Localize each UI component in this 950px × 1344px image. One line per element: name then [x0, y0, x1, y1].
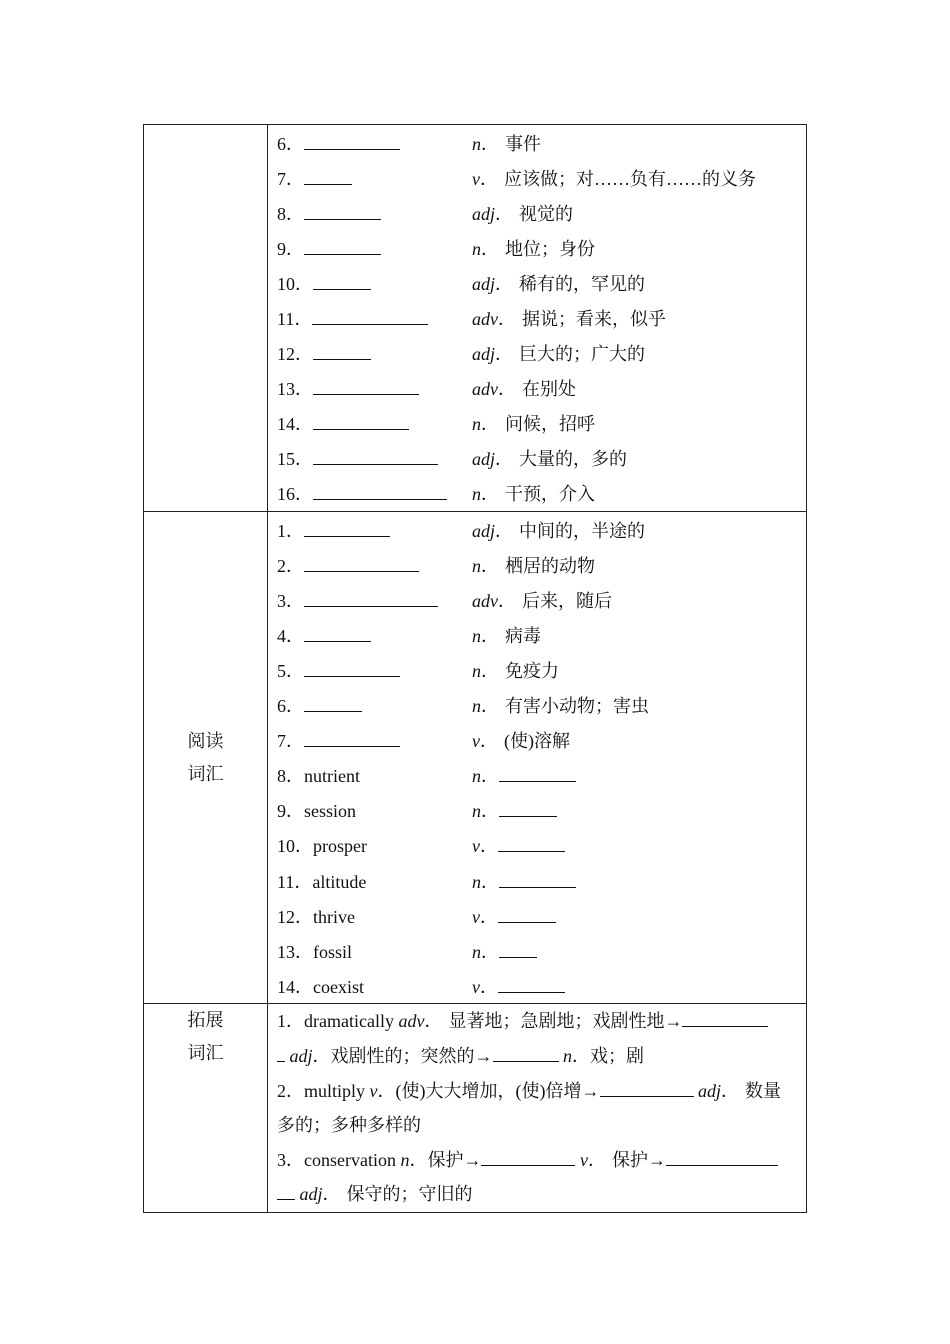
answer-blank[interactable] — [304, 697, 362, 712]
item-number: 4． — [277, 625, 304, 646]
item-number: 14． — [277, 414, 313, 435]
answer-blank[interactable] — [498, 908, 556, 923]
item-number: 5． — [277, 660, 304, 681]
item-number: 1． — [277, 520, 304, 541]
item-number: 16． — [277, 484, 313, 505]
answer-blank[interactable] — [277, 1185, 295, 1200]
section-reading-vocabulary — [144, 512, 806, 1004]
meaning: 保护 — [427, 1149, 464, 1170]
answer-blank[interactable] — [600, 1082, 694, 1097]
part-of-speech: adj — [472, 203, 496, 224]
vocab-row — [277, 371, 806, 406]
item-number: 9． — [277, 238, 304, 259]
vocab-meaning-cell — [472, 832, 565, 858]
vocab-row — [277, 265, 806, 300]
vocab-meaning-cell — [472, 938, 537, 964]
pos-dot: ． — [481, 133, 499, 154]
vocab-word-cell — [277, 973, 472, 999]
vocab-row — [277, 863, 806, 898]
meaning: 病毒 — [505, 625, 541, 646]
part-of-speech: v — [579, 1149, 588, 1170]
headword: multiply — [304, 1080, 366, 1101]
vocabulary-table — [143, 124, 807, 1213]
vocab-meaning-cell — [472, 200, 573, 226]
part-of-speech: v — [472, 906, 480, 927]
section-label — [144, 1004, 268, 1212]
item-number: 8． — [277, 203, 304, 224]
item-number: 11． — [277, 309, 313, 330]
pos-dot: ． — [481, 414, 499, 435]
vocab-row — [277, 336, 806, 371]
part-of-speech: n — [472, 941, 481, 962]
vocab-meaning-cell — [472, 797, 557, 823]
headword: thrive — [313, 906, 355, 927]
headword: conservation — [304, 1149, 396, 1170]
answer-blank[interactable] — [313, 485, 447, 500]
answer-blank[interactable] — [304, 240, 381, 255]
item-number: 8． — [277, 766, 304, 787]
answer-blank[interactable] — [682, 1012, 768, 1027]
answer-blank[interactable] — [313, 450, 438, 465]
pos-dot: ． — [480, 906, 498, 927]
part-of-speech: adv — [472, 590, 498, 611]
vocab-row — [277, 195, 806, 230]
meaning: 应该做；对……负有……的义务 — [504, 168, 756, 189]
pos-dot: ． — [481, 941, 499, 962]
meaning: 数量多的；多种多样的 — [277, 1080, 782, 1136]
vocab-meaning-cell — [472, 587, 612, 613]
vocab-word-cell — [277, 552, 472, 578]
headword: prosper — [313, 836, 367, 857]
part-of-speech: adj — [472, 449, 496, 470]
answer-blank[interactable] — [499, 802, 557, 817]
pos-dot: ． — [481, 238, 499, 259]
answer-blank[interactable] — [304, 135, 400, 150]
part-of-speech: adv — [472, 309, 498, 330]
pos-dot: ． — [480, 976, 498, 997]
part-of-speech: n — [472, 660, 481, 681]
vocab-meaning-cell — [472, 657, 559, 683]
item-number: 13． — [277, 379, 313, 400]
vocab-meaning-cell — [472, 410, 595, 436]
part-of-speech: v — [472, 168, 480, 189]
meaning: 大量的，多的 — [519, 449, 628, 470]
meaning: 据说；看来，似乎 — [522, 309, 666, 330]
pos-dot: ． — [495, 449, 514, 470]
item-number: 15． — [277, 449, 313, 470]
pos-dot: ． — [480, 836, 498, 857]
answer-blank[interactable] — [499, 873, 576, 888]
vocab-meaning-cell — [472, 727, 570, 753]
vocab-meaning-cell — [472, 622, 541, 648]
answer-blank[interactable] — [304, 627, 371, 642]
part-of-speech: adv — [472, 379, 498, 400]
vocab-word-cell — [277, 445, 472, 471]
part-of-speech: n — [472, 238, 481, 259]
vocab-meaning-cell — [472, 270, 645, 296]
pos-dot: ． — [495, 203, 514, 224]
extended-item-1: 1．dramatically adv． 显著地；急剧地；戏剧性地→ adj．戏剧性的；突然的→ n．戏；剧 — [277, 1004, 798, 1073]
pos-dot: ． — [481, 625, 499, 646]
pos-dot: ． — [481, 696, 499, 717]
pos-dot: ． — [481, 801, 499, 822]
vocab-meaning-cell — [472, 235, 595, 261]
part-of-speech: v — [472, 836, 480, 857]
vocab-word-cell — [277, 305, 472, 331]
vocab-word-cell — [277, 410, 472, 436]
meaning: (使)溶解 — [504, 731, 570, 752]
item-number: 2． — [277, 555, 304, 576]
vocab-row — [277, 968, 806, 1003]
part-of-speech: n — [472, 133, 481, 154]
meaning: 后来，随后 — [522, 590, 612, 611]
part-of-speech: adj — [698, 1080, 722, 1101]
item-number: 6． — [277, 696, 304, 717]
vocab-row — [277, 230, 806, 265]
meaning: 巨大的；广大的 — [519, 344, 646, 365]
section-body — [268, 1004, 806, 1212]
vocab-row — [277, 512, 806, 547]
vocab-row — [277, 547, 806, 582]
part-of-speech: adj — [289, 1045, 313, 1066]
section-label-empty — [144, 125, 268, 511]
answer-blank[interactable] — [312, 310, 427, 325]
meaning: 有害小动物；害虫 — [505, 696, 649, 717]
meaning: (使)大大增加，(使)倍增 — [395, 1080, 582, 1101]
meaning: 在别处 — [522, 379, 576, 400]
vocab-row — [277, 160, 806, 195]
headword: nutrient — [304, 766, 360, 787]
part-of-speech: adj — [472, 520, 496, 541]
part-of-speech: n — [472, 696, 481, 717]
part-of-speech: n — [472, 766, 481, 787]
vocab-row — [277, 723, 806, 758]
headword: altitude — [312, 871, 367, 892]
answer-blank[interactable] — [277, 1047, 285, 1062]
part-of-speech: n — [563, 1045, 573, 1066]
headword: coexist — [313, 976, 364, 997]
vocab-word-cell — [277, 517, 472, 543]
part-of-speech: n — [472, 801, 481, 822]
answer-blank[interactable] — [313, 345, 371, 360]
vocab-row — [277, 300, 806, 335]
section-label-line2: 词汇 — [187, 763, 224, 785]
meaning: 地位；身份 — [505, 238, 595, 259]
section-label-line2: 词汇 — [187, 1043, 224, 1065]
answer-blank[interactable] — [304, 170, 352, 185]
vocab-meaning-cell — [472, 692, 649, 718]
answer-blank[interactable] — [304, 662, 400, 677]
item-number: 6． — [277, 133, 304, 154]
vocab-meaning-cell — [472, 445, 627, 471]
item-number: 10． — [277, 273, 313, 294]
section-continued — [144, 125, 806, 512]
answer-blank[interactable] — [304, 732, 400, 747]
vocab-meaning-cell — [472, 868, 576, 894]
meaning: 显著地；急剧地；戏剧性地 — [448, 1011, 665, 1032]
answer-blank[interactable] — [498, 837, 565, 852]
part-of-speech: n — [472, 484, 481, 505]
headword: dramatically — [304, 1011, 394, 1032]
meaning: 稀有的，罕见的 — [519, 273, 646, 294]
vocab-meaning-cell — [472, 762, 576, 788]
meaning: 中间的，半途的 — [519, 520, 646, 541]
vocab-word-cell — [277, 868, 472, 894]
vocab-row — [277, 476, 806, 511]
answer-blank[interactable] — [493, 1047, 559, 1062]
vocab-row — [277, 125, 806, 160]
meaning: 事件 — [505, 133, 541, 154]
part-of-speech: n — [472, 625, 481, 646]
vocab-word-cell — [277, 692, 472, 718]
pos-dot: ． — [495, 273, 514, 294]
answer-blank[interactable] — [304, 557, 419, 572]
vocab-word-cell — [277, 235, 472, 261]
pos-dot: ． — [480, 731, 498, 752]
vocab-word-cell — [277, 622, 472, 648]
meaning: 免疫力 — [505, 660, 559, 681]
vocab-word-cell — [277, 762, 472, 788]
pos-dot: ． — [495, 520, 514, 541]
meaning: 保守的；守旧的 — [346, 1184, 473, 1205]
extended-item-2: 2．multiply v．(使)大大增加，(使)倍增→ adj． 数量多的；多种多样的 — [277, 1080, 782, 1136]
vocab-meaning-cell — [472, 517, 645, 543]
vocab-word-cell — [277, 832, 472, 858]
pos-dot: ． — [481, 555, 499, 576]
answer-blank[interactable] — [499, 767, 576, 782]
vocab-word-cell — [277, 165, 472, 191]
section-label-line1: 阅读 — [187, 730, 224, 752]
answer-blank[interactable] — [304, 592, 438, 607]
part-of-speech: n — [472, 871, 481, 892]
meaning: 戏剧性的；突然的 — [330, 1045, 475, 1066]
item-number: 3． — [277, 590, 304, 611]
meaning: 问候，招呼 — [505, 414, 595, 435]
section-body — [268, 512, 806, 1003]
vocab-meaning-cell — [472, 903, 556, 929]
vocab-word-cell — [277, 375, 472, 401]
pos-dot: ． — [481, 660, 499, 681]
part-of-speech: v — [369, 1080, 378, 1101]
section-label — [144, 512, 268, 1003]
pos-dot: ． — [495, 344, 514, 365]
pos-dot: ． — [498, 379, 516, 400]
meaning: 栖居的动物 — [505, 555, 595, 576]
pos-dot: ． — [481, 766, 499, 787]
vocab-word-cell — [277, 270, 472, 296]
part-of-speech: adj — [299, 1184, 323, 1205]
vocab-meaning-cell — [472, 305, 666, 331]
vocab-row — [277, 828, 806, 863]
vocab-word-cell — [277, 200, 472, 226]
item-number: 13． — [277, 941, 313, 962]
item-number: 10． — [277, 836, 313, 857]
vocab-word-cell — [277, 657, 472, 683]
vocab-word-cell — [277, 587, 472, 613]
section-extended-vocabulary — [144, 1004, 806, 1212]
answer-blank[interactable] — [499, 943, 537, 958]
vocab-meaning-cell — [472, 480, 595, 506]
section-body — [268, 125, 806, 511]
item-number: 12． — [277, 344, 313, 365]
answer-blank[interactable] — [481, 1151, 575, 1166]
pos-dot: ． — [498, 309, 516, 330]
item-number: 14． — [277, 976, 313, 997]
vocab-row — [277, 582, 806, 617]
meaning: 干预，介入 — [505, 484, 595, 505]
vocab-row — [277, 617, 806, 652]
meaning: 视觉的 — [519, 203, 574, 224]
answer-blank[interactable] — [313, 415, 409, 430]
part-of-speech: adv — [398, 1011, 425, 1032]
vocab-word-cell — [277, 903, 472, 929]
extended-item-3: 3．conservation n．保护→ v． 保护→ adj． 保守的；守旧的 — [277, 1143, 798, 1212]
answer-blank[interactable] — [498, 978, 565, 993]
item-number: 7． — [277, 168, 304, 189]
answer-blank[interactable] — [666, 1151, 778, 1166]
headword: session — [304, 801, 357, 822]
vocab-row — [277, 933, 806, 968]
vocab-meaning-cell — [472, 375, 576, 401]
vocab-row — [277, 688, 806, 723]
part-of-speech: v — [472, 976, 480, 997]
vocab-meaning-cell — [472, 973, 565, 999]
vocab-word-cell — [277, 797, 472, 823]
headword: fossil — [313, 941, 353, 962]
section-label-line1: 拓展 — [187, 1010, 224, 1032]
pos-dot: ． — [481, 484, 499, 505]
answer-blank[interactable] — [304, 205, 381, 220]
vocab-row — [277, 652, 806, 687]
part-of-speech: n — [472, 555, 481, 576]
vocab-row — [277, 898, 806, 933]
pos-dot: ． — [481, 871, 499, 892]
pos-dot: ． — [480, 168, 498, 189]
part-of-speech: v — [472, 731, 480, 752]
pos-dot: ． — [498, 590, 516, 611]
answer-blank[interactable] — [304, 522, 390, 537]
vocab-word-cell — [277, 727, 472, 753]
vocab-row — [277, 406, 806, 441]
part-of-speech: adj — [472, 344, 496, 365]
item-number: 11． — [277, 871, 313, 892]
vocab-row — [277, 793, 806, 828]
part-of-speech: n — [472, 414, 481, 435]
vocab-word-cell — [277, 938, 472, 964]
answer-blank[interactable] — [313, 380, 419, 395]
vocab-word-cell — [277, 130, 472, 156]
vocab-word-cell — [277, 340, 472, 366]
meaning: 保护 — [611, 1149, 648, 1170]
vocab-row — [277, 758, 806, 793]
vocab-meaning-cell — [472, 552, 595, 578]
item-number: 12． — [277, 906, 313, 927]
part-of-speech: n — [400, 1149, 410, 1170]
meaning: 戏；剧 — [590, 1045, 645, 1066]
part-of-speech: adj — [472, 273, 496, 294]
answer-blank[interactable] — [313, 275, 371, 290]
vocab-word-cell — [277, 480, 472, 506]
item-number: 9． — [277, 801, 304, 822]
vocab-meaning-cell — [472, 165, 756, 191]
item-number: 7． — [277, 731, 304, 752]
vocab-meaning-cell — [472, 340, 645, 366]
vocab-meaning-cell — [472, 130, 541, 156]
vocab-row — [277, 441, 806, 476]
